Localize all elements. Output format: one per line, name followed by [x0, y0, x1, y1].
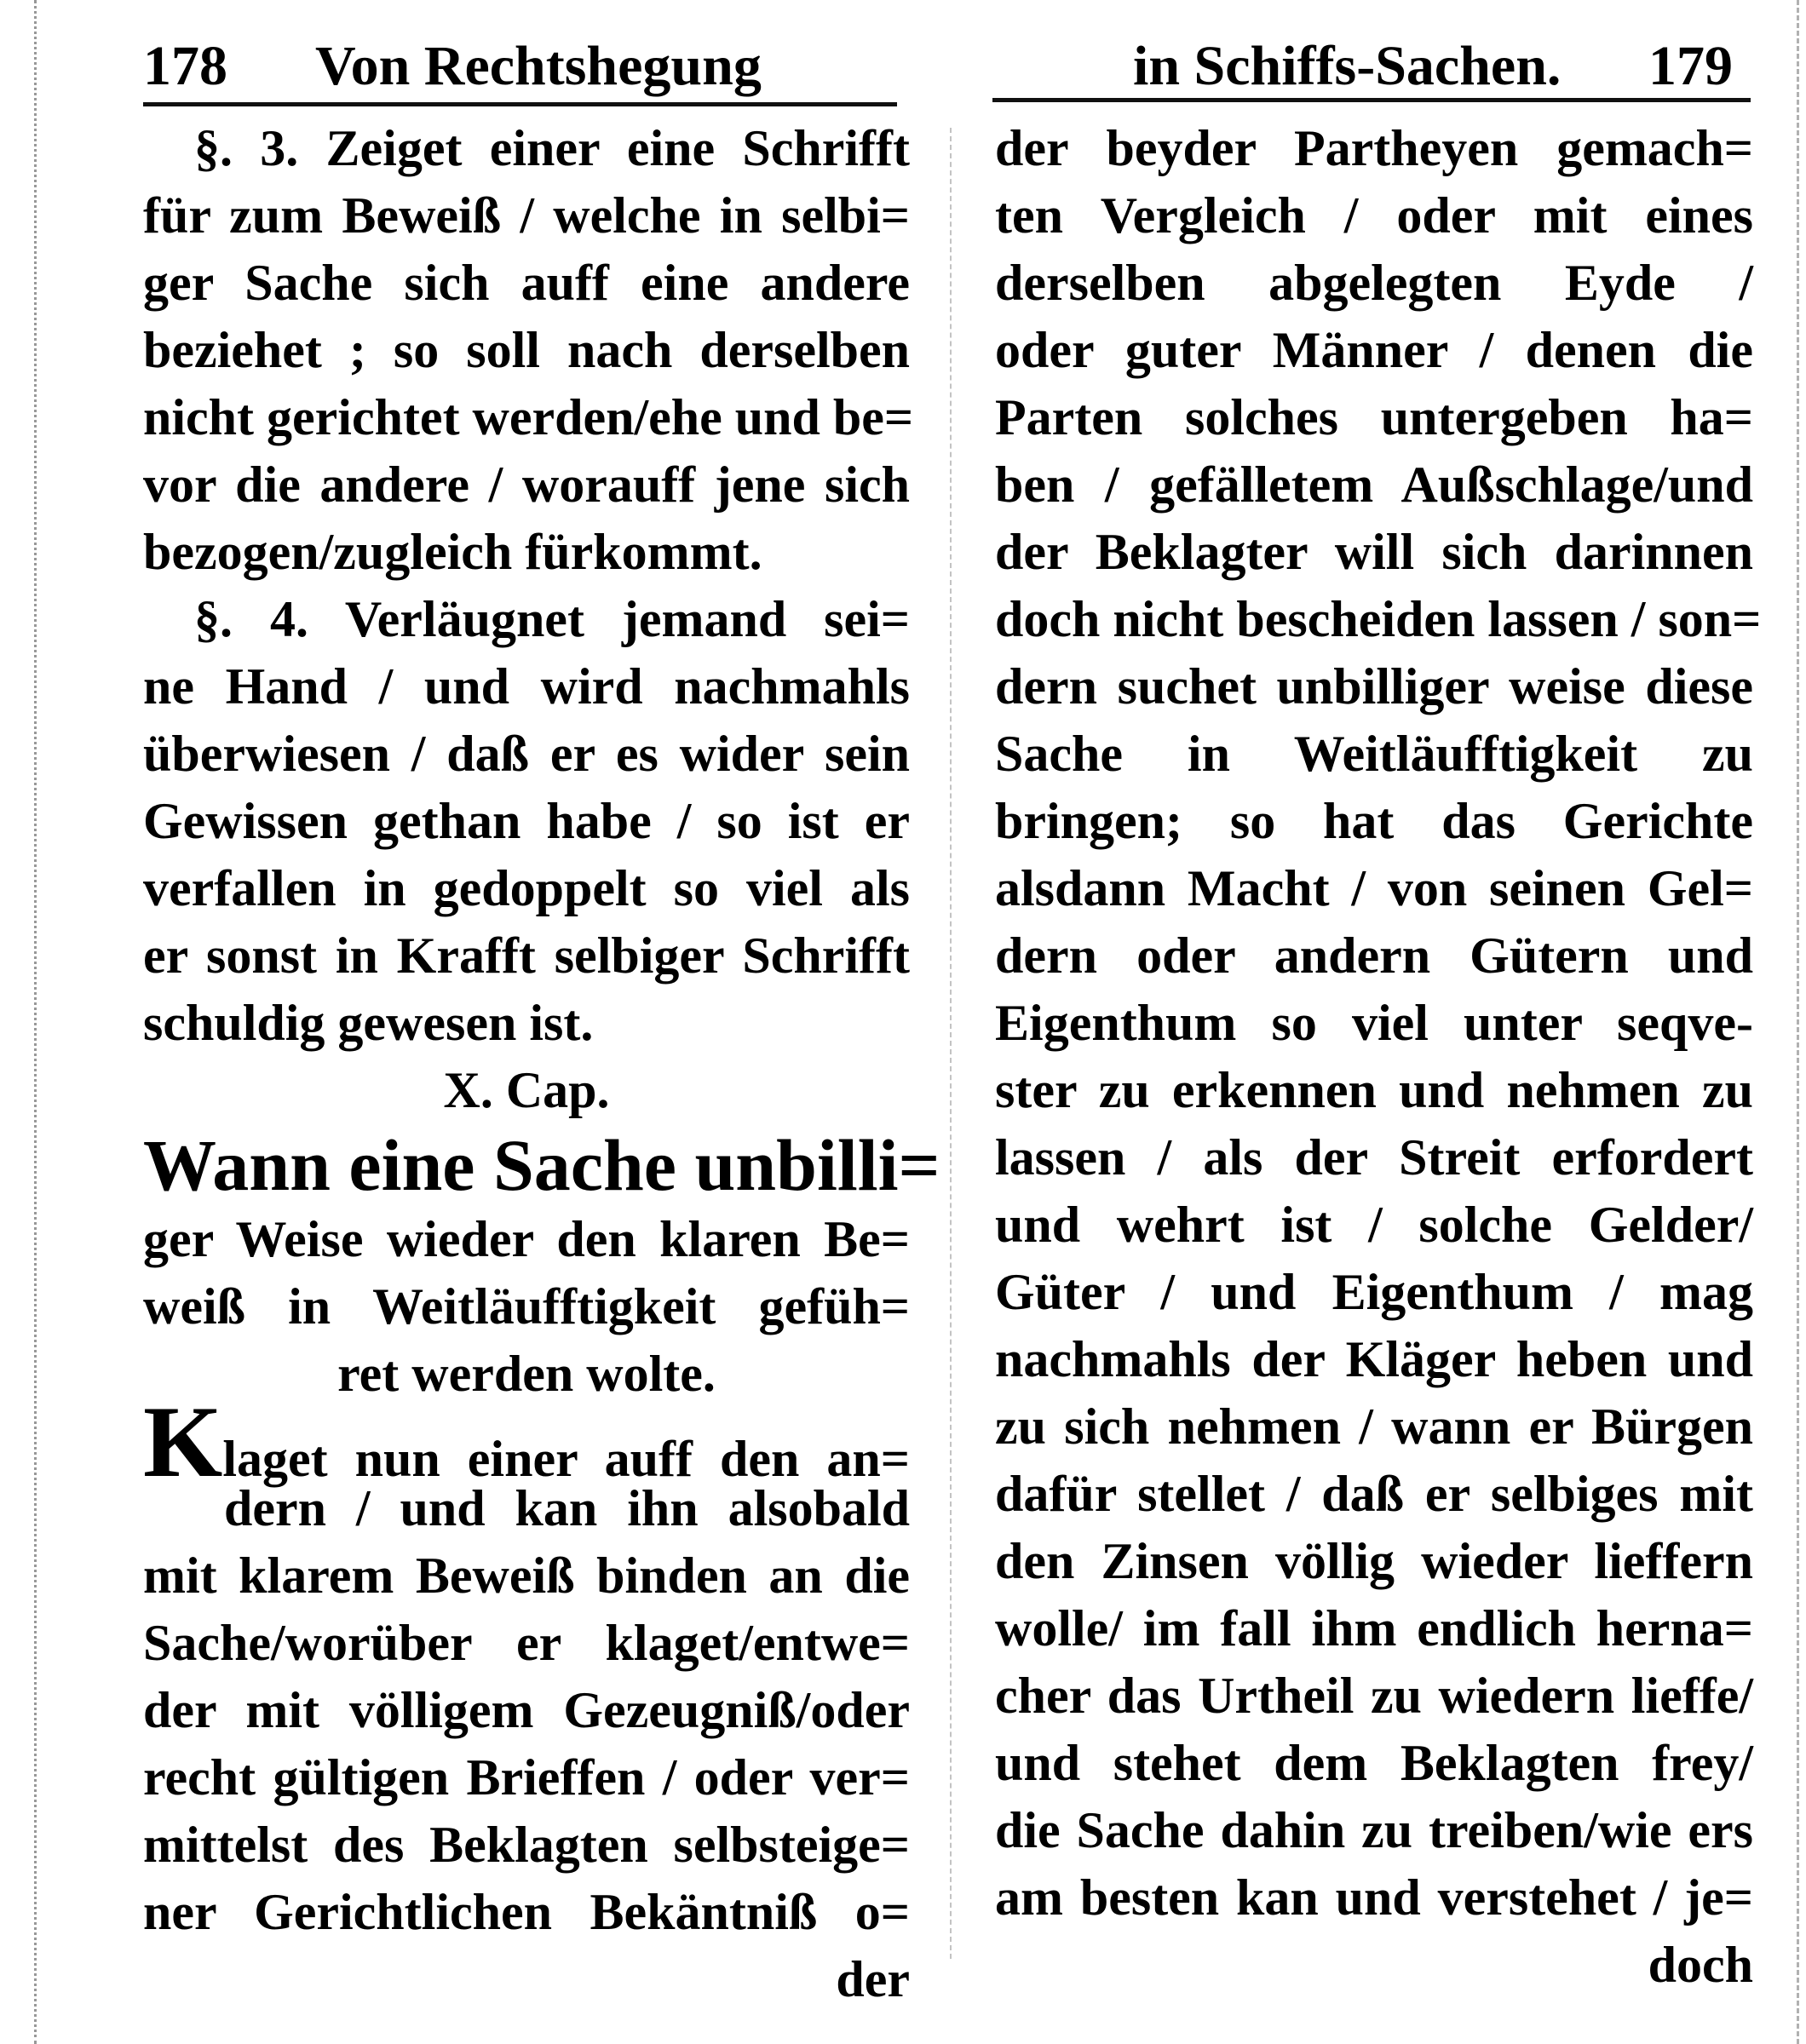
text-line: den Zinsen völlig wieder lieffern [995, 1533, 1753, 1589]
text-line: oder guter Männer / denen die [995, 322, 1753, 378]
text-line: §. 4. Verläugnet jemand sei= [194, 591, 910, 647]
text-line: der beyder Partheyen gemach= [995, 120, 1753, 176]
text-line: ster zu erkennen und nehmen zu [995, 1062, 1753, 1118]
text-line: bringen; so hat das Gerichte [995, 793, 1753, 849]
text-line: und wehrt ist / solche Gelder/ [995, 1197, 1753, 1253]
text-line: doch nicht bescheiden lassen / son= [995, 591, 1762, 647]
text-line: mit klarem Beweiß binden an die [143, 1547, 910, 1604]
right-header-rule [992, 98, 1751, 102]
text-line: beziehet ; so soll nach derselben [143, 322, 910, 378]
text-line: weiß in Weitläufftigkeit gefüh= [143, 1278, 910, 1335]
right-page-number: 179 [1648, 35, 1733, 97]
left-header-rule [143, 102, 897, 106]
text-line: der mit völligem Gezeugniß/oder [143, 1682, 910, 1738]
text-line: ret werden wolte. [337, 1346, 716, 1402]
text-line: mittelst des Beklagten selbsteige= [143, 1817, 910, 1873]
text-line: dern / und kan ihn alsobald [224, 1480, 910, 1536]
text-line: Eigenthum so viel unter seqve- [995, 995, 1753, 1051]
text-line: dern suchet unbilliger weise diese [995, 658, 1753, 715]
text-line: vor die andere / worauff jene sich [143, 456, 910, 513]
left-page-number: 178 [143, 35, 227, 97]
text-line: Parten solches untergeben ha= [995, 389, 1753, 445]
text-line: ner Gerichtlichen Bekäntniß o= [143, 1884, 910, 1940]
text-line: ten Vergleich / oder mit eines [995, 187, 1753, 244]
text-line: cher das Urtheil zu wiedern lieffe/ [995, 1668, 1753, 1724]
text-line: §. 3. Zeiget einer eine Schrifft [194, 120, 910, 176]
left-running-head: Von Rechtshegung [315, 35, 762, 97]
scan-edge-left [0, 0, 37, 2044]
text-line: Güter / und Eigenthum / mag [995, 1264, 1753, 1320]
catchword: doch [1648, 1937, 1753, 1993]
text-line: nicht gerichtet werden/ehe und be= [143, 389, 914, 445]
text-line: am besten kan und verstehet / je= [995, 1869, 1753, 1926]
text-line: X. Cap. [443, 1062, 610, 1118]
text-line: recht gültigen Brieffen / oder ver= [143, 1749, 910, 1806]
text-line: für zum Beweiß / welche in selbi= [143, 187, 910, 244]
text-line: überwiesen / daß er es wider sein [143, 726, 910, 782]
text-line: Sache in Weitläufftigkeit zu [995, 726, 1753, 782]
text-line: zu sich nehmen / wann er Bürgen [995, 1398, 1753, 1455]
text-line: ben / gefälletem Außschlage/und [995, 456, 1753, 513]
chapter-heading: Wann eine Sache unbilli= [143, 1124, 940, 1206]
text-line: lassen / als der Streit erfordert [995, 1129, 1753, 1186]
left-page-text [143, 115, 940, 2013]
text-line: die Sache dahin zu treiben/wie ers [995, 1802, 1753, 1858]
book-gutter [950, 128, 952, 1959]
text-line: der Beklagter will sich darinnen [995, 524, 1753, 580]
text-line: Gewissen gethan habe / so ist er [143, 793, 910, 849]
right-page-text [995, 115, 1762, 1999]
text-line: Sache/worüber er klaget/entwe= [143, 1615, 910, 1671]
text-line: dafür stellet / daß er selbiges mit [995, 1466, 1753, 1522]
text-line: ger Weise wieder den klaren Be= [143, 1211, 910, 1267]
text-line: und stehet dem Beklagten frey/ [995, 1735, 1753, 1791]
text-line: derselben abgelegten Eyde / [995, 255, 1753, 311]
text-line: verfallen in gedoppelt so viel als [143, 860, 910, 916]
text-line: ne Hand / und wird nachmahls [143, 658, 910, 715]
text-line: bezogen/zugleich fürkommt. [143, 524, 762, 580]
text-line: Klaget nun einer auff den an= [143, 1385, 910, 1498]
text-line: er sonst in Krafft selbiger Schrifft [143, 927, 910, 984]
text-line: nachmahls der Kläger heben und [995, 1331, 1753, 1387]
text-line: alsdann Macht / von seinen Gel= [995, 860, 1753, 916]
right-running-head: in Schiffs-Sachen. [1133, 35, 1562, 97]
catchword: der [836, 1951, 910, 2007]
text-line: ger Sache sich auff eine andere [143, 255, 910, 311]
text-line: dern oder andern Gütern und [995, 927, 1753, 984]
text-line: schuldig gewesen ist. [143, 995, 594, 1051]
scan-edge-right [1797, 0, 1799, 2044]
text-line: wolle/ im fall ihm endlich herna= [995, 1600, 1753, 1656]
